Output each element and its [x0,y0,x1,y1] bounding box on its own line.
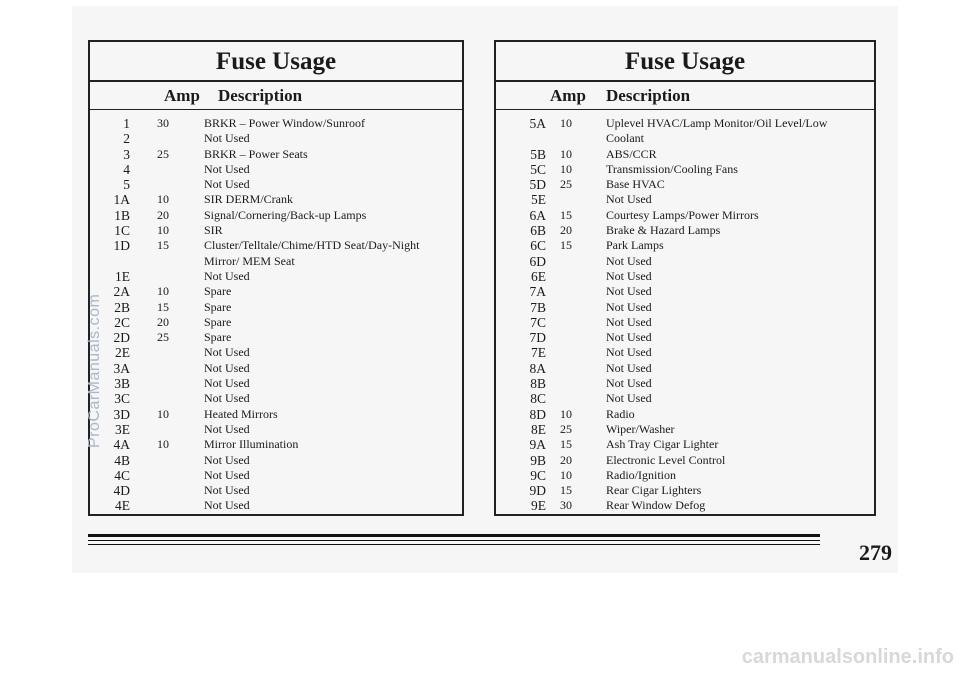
fuse-amp: 15 [560,207,572,222]
table-body [90,110,462,514]
fuse-id: 1C [114,223,130,239]
fuse-description: Not Used [204,467,250,482]
watermark-procarmanuals: ProCarManuals.com [86,293,103,448]
fuse-description: Brake & Hazard Lamps [606,223,721,238]
fuse-description: Spare [204,314,232,329]
fuse-description: Not Used [606,253,652,268]
fuse-row [90,223,462,238]
fuse-description: Not Used [204,391,250,406]
fuse-row [90,300,462,315]
fuse-amp: 25 [560,177,572,192]
fuse-id: 3E [115,421,130,437]
fuse-row [90,162,462,177]
fuse-row [90,498,462,513]
fuse-amp: 20 [560,452,572,467]
fuse-description: Not Used [606,376,652,391]
fuse-amp: 10 [560,146,572,161]
fuse-id: 9D [529,483,546,499]
fuse-id: 8C [530,391,546,407]
table-header [496,82,874,110]
fuse-id: 6B [530,223,546,239]
fuse-id: 8D [529,406,546,422]
fuse-amp: 10 [560,467,572,482]
fuse-row [496,391,874,406]
fuse-amp: 30 [157,116,169,130]
fuse-amp: 25 [157,330,169,345]
fuse-id: 6A [529,207,546,223]
fuse-description: Not Used [204,360,250,375]
fuse-row [496,116,874,147]
fuse-description: Not Used [204,376,250,391]
fuse-id: 9B [530,452,546,468]
footer-rule-thin [88,540,820,541]
fuse-row [496,238,874,253]
fuse-amp: 20 [157,207,169,222]
fuse-row [90,116,462,131]
fuse-id: 4 [123,161,130,177]
fuse-row [496,284,874,299]
footer-rule-thin [88,544,820,545]
fuse-row [90,483,462,498]
fuse-row [496,361,874,376]
fuse-row [496,453,874,468]
fuse-row [90,131,462,146]
fuse-row [90,468,462,483]
fuse-id: 2D [113,330,130,346]
fuse-id: 4B [114,452,130,468]
fuse-id: 2C [114,314,130,330]
fuse-id: 1B [114,207,130,223]
fuse-description: Not Used [204,421,250,436]
fuse-description: SIR DERM/Crank [204,192,294,207]
fuse-id: 3D [113,406,130,422]
fuse-row [496,177,874,192]
fuse-id: 4E [115,498,130,514]
fuse-id: 4C [114,467,130,483]
fuse-row [90,208,462,223]
fuse-amp: 30 [560,498,572,513]
fuse-description: Heated Mirrors [204,406,278,421]
fuse-id: 6D [529,253,546,269]
fuse-amp: 15 [157,238,169,253]
fuse-id: 1 [123,116,130,131]
fuse-description: Not Used [204,345,250,360]
fuse-row [90,376,462,391]
fuse-id: 1D [113,238,130,254]
fuse-id: 2E [115,345,130,361]
fuse-description: Signal/Cornering/Back-up Lamps [204,207,367,222]
fuse-row [90,330,462,345]
fuse-id: 3C [114,391,130,407]
fuse-description: Rear Window Defog [606,498,706,513]
fuse-id: 2A [113,284,130,300]
fuse-amp: 10 [560,406,572,421]
fuse-description: Not Used [606,391,652,406]
fuse-description: Transmission/Cooling Fans [606,161,738,176]
fuse-row [496,407,874,422]
fuse-row [90,437,462,452]
fuse-row [90,407,462,422]
fuse-id: 9C [530,467,546,483]
fuse-amp: 10 [157,437,169,452]
fuse-id: 5D [529,177,546,193]
fuse-description: Cluster/Telltale/Chime/HTD Seat/Day-Night Mirror/ MEM Seat [204,238,420,268]
fuse-id: 1A [113,192,130,208]
fuse-row [90,453,462,468]
fuse-table-right [494,40,876,516]
fuse-description: Electronic Level Control [606,452,726,467]
fuse-description: Radio/Ignition [606,467,676,482]
fuse-row [90,391,462,406]
fuse-amp: 15 [560,238,572,253]
fuse-amp: 25 [560,421,572,436]
fuse-amp: 20 [560,223,572,238]
fuse-description: Not Used [606,284,652,299]
fuse-row [496,223,874,238]
fuse-description: Spare [204,284,232,299]
fuse-id: 5A [529,116,546,131]
fuse-row [90,315,462,330]
fuse-id: 5E [531,192,546,208]
manual-page [72,6,898,573]
fuse-id: 7E [531,345,546,361]
fuse-amp: 20 [157,314,169,329]
fuse-description: Not Used [204,177,250,192]
fuse-description: Not Used [204,131,250,146]
fuse-row [90,269,462,284]
fuse-row [90,147,462,162]
fuse-row [90,284,462,299]
amp-column-header: Amp [550,86,586,105]
fuse-row [90,422,462,437]
fuse-amp: 25 [157,146,169,161]
table-body [496,110,874,514]
fuse-id: 2 [123,131,130,147]
fuse-amp: 15 [560,437,572,452]
fuse-row [496,192,874,207]
fuse-row [90,345,462,360]
fuse-id: 4D [113,483,130,499]
fuse-description: Mirror Illumination [204,437,299,452]
table-title: Fuse Usage [496,42,874,82]
fuse-row [90,361,462,376]
fuse-description: Not Used [606,192,652,207]
fuse-description: Spare [204,299,232,314]
fuse-description: Not Used [204,268,250,283]
table-title: Fuse Usage [90,42,462,82]
fuse-description: Not Used [606,345,652,360]
footer-rule-thick [88,534,820,537]
fuse-row [496,147,874,162]
fuse-id: 6C [530,238,546,254]
fuse-row [496,315,874,330]
fuse-id: 3A [113,360,130,376]
fuse-description: Park Lamps [606,238,664,253]
fuse-row [496,269,874,284]
fuse-description: BRKR – Power Seats [204,146,308,161]
fuse-amp: 10 [560,116,572,130]
fuse-row [496,376,874,391]
fuse-id: 9E [531,498,546,514]
fuse-description: Not Used [606,268,652,283]
fuse-id: 7B [530,299,546,315]
fuse-id: 5B [530,146,546,162]
fuse-id: 2B [114,299,130,315]
fuse-id: 1E [115,268,130,284]
fuse-amp: 10 [157,223,169,238]
fuse-amp: 10 [157,192,169,207]
fuse-description: Courtesy Lamps/Power Mirrors [606,207,759,222]
fuse-description: Not Used [606,360,652,375]
fuse-id: 7A [529,284,546,300]
fuse-amp: 15 [560,483,572,498]
fuse-id: 8E [531,421,546,437]
fuse-description: Uplevel HVAC/Lamp Monitor/Oil Level/Low Coolant [606,116,828,146]
fuse-description: SIR [204,223,223,238]
fuse-amp: 10 [157,406,169,421]
fuse-amp: 10 [560,161,572,176]
fuse-id: 9A [529,437,546,453]
fuse-row [496,162,874,177]
fuse-id: 5 [123,177,130,193]
fuse-row [496,208,874,223]
fuse-description: Not Used [204,161,250,176]
watermark-carmanualsonline: carmanualsonline.info [741,646,954,668]
fuse-id: 3B [114,376,130,392]
fuse-description: Not Used [606,299,652,314]
fuse-id: 3 [123,146,130,162]
description-column-header: Description [218,86,303,105]
fuse-id: 6E [531,268,546,284]
fuse-row [90,192,462,207]
fuse-description: Base HVAC [606,177,665,192]
amp-column-header: Amp [164,86,200,105]
fuse-description: Spare [204,330,232,345]
table-header [90,82,462,110]
fuse-description: ABS/CCR [606,146,657,161]
fuse-row [496,468,874,483]
fuse-description: Not Used [606,314,652,329]
fuse-id: 8B [530,376,546,392]
fuse-row [496,437,874,452]
fuse-description: Not Used [204,498,250,513]
fuse-description: Not Used [606,330,652,345]
fuse-amp: 10 [157,284,169,299]
fuse-description: Wiper/Washer [606,421,675,436]
description-column-header: Description [606,86,691,105]
fuse-description: Rear Cigar Lighters [606,483,702,498]
fuse-id: 5C [530,161,546,177]
fuse-id: 7D [529,330,546,346]
fuse-description: BRKR – Power Window/Sunroof [204,116,365,130]
fuse-row [496,300,874,315]
page-number: 279 [859,540,892,565]
fuse-row [90,177,462,192]
fuse-row [496,498,874,513]
fuse-description: Radio [606,406,635,421]
fuse-amp: 15 [157,299,169,314]
fuse-row [90,238,462,269]
fuse-description: Ash Tray Cigar Lighter [606,437,719,452]
fuse-table-left [88,40,464,516]
fuse-description: Not Used [204,483,250,498]
fuse-id: 4A [113,437,130,453]
fuse-row [496,345,874,360]
fuse-row [496,483,874,498]
fuse-description: Not Used [204,452,250,467]
fuse-row [496,422,874,437]
fuse-row [496,254,874,269]
fuse-id: 7C [530,314,546,330]
fuse-id: 8A [529,360,546,376]
fuse-row [496,330,874,345]
